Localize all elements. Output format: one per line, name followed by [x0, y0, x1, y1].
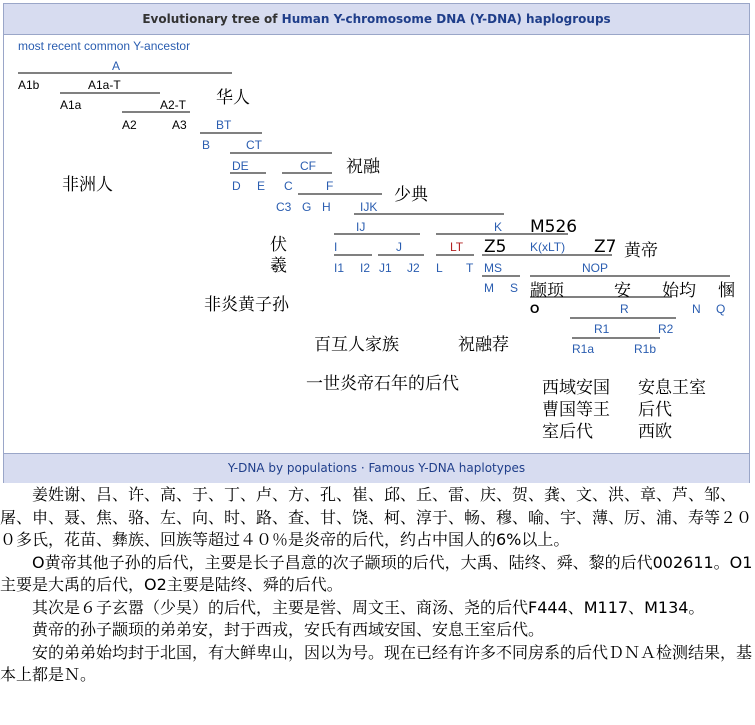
- body-text: [0, 484, 755, 687]
- node-I1: I1: [334, 261, 345, 275]
- annotation-yishi: 一世炎帝石年的后代: [306, 374, 459, 394]
- paragraph-3: 其次是６子玄嚣（少昊）的后代，主要是喾、周文王、商汤、尧的后代F444、M117、M134。: [0, 597, 705, 617]
- node-I2: I2: [360, 261, 371, 275]
- annotation-feiyanhuang: 非炎黄子孙: [204, 295, 289, 315]
- node-DE: DE: [232, 159, 249, 173]
- node-MS: MS: [484, 261, 502, 275]
- node-Z7: Z7: [594, 237, 617, 257]
- node-L: L: [436, 261, 443, 275]
- annotation-xiyu-1: 西域安国: [542, 378, 610, 398]
- annotation-anxi-3: 西欧: [638, 422, 672, 442]
- node-CF: CF: [300, 159, 316, 173]
- annotation-shaodian: 少典: [394, 185, 428, 205]
- node-K: K: [494, 220, 503, 234]
- node-LT: LT: [450, 240, 464, 254]
- node-R2: R2: [658, 322, 674, 336]
- node-R1b: R1b: [634, 342, 657, 356]
- node-A3: A3: [172, 118, 187, 132]
- node-Z5: Z5: [484, 237, 507, 257]
- node-NOP: NOP: [582, 261, 609, 275]
- node-C: C: [284, 179, 293, 193]
- node-A: A: [112, 59, 121, 73]
- node-M526: M526: [530, 217, 578, 237]
- node-H: H: [322, 200, 331, 214]
- annotation-wu: 㥵: [718, 281, 735, 301]
- node-A2: A2: [122, 118, 137, 132]
- annotation-anxi-1: 安息王室: [638, 378, 706, 398]
- annotation-huaren: 华人: [216, 88, 250, 108]
- node-F: F: [326, 179, 334, 193]
- node-B: B: [202, 138, 211, 152]
- annotation-fuxi-1: 伏: [270, 235, 287, 255]
- node-G: G: [302, 200, 312, 214]
- annotation-fuxi-2: 羲: [270, 256, 287, 276]
- paragraph-5: 安的弟弟始均封于北国，有大鲜卑山，因以为号。现在已经有许多不同房系的后代ＤＮＡ检测结果，基本上都是Ｎ。: [0, 642, 753, 684]
- annotation-zhuanxu: 颛顼: [530, 281, 564, 301]
- title-highlight: Human Y-chromosome DNA (Y-DNA) haplogroups: [281, 12, 611, 26]
- node-IJ: IJ: [356, 220, 366, 234]
- node-IJK: IJK: [360, 200, 378, 214]
- annotation-shijun: 始均: [662, 281, 696, 301]
- node-R1a: R1a: [572, 342, 595, 356]
- node-D: D: [232, 179, 241, 193]
- annotation-xiyu-3: 室后代: [542, 422, 593, 442]
- annotation-baiwu: 百互人家族: [314, 335, 399, 355]
- node-S: S: [510, 281, 519, 295]
- node-K-xLT: K(xLT): [530, 240, 566, 254]
- node-A1a-T: A1a-T: [88, 78, 121, 92]
- node-Q: Q: [716, 302, 726, 316]
- annotation-zhurongjian: 祝融荐: [458, 335, 509, 355]
- annotation-anxi-2: 后代: [638, 400, 672, 420]
- annotation-zhurong: 祝融: [346, 157, 380, 177]
- root-label: most recent common Y-ancestor: [18, 39, 191, 53]
- paragraph-2: O黄帝其他子孙的后代，主要是长子昌意的次子颛顼的后代，大禹、陆终、舜、黎的后代002611。O1主要是大禹的后代，O2主要是陆终、舜的后代。: [0, 552, 753, 594]
- paragraph-4: 黄帝的孙子颛顼的弟弟安，封于西戎，安氏有西域安国、安息王室后代。: [0, 620, 545, 639]
- node-J2: J2: [407, 261, 420, 275]
- node-I: I: [334, 240, 338, 254]
- node-BT: BT: [216, 118, 232, 132]
- node-A1a: A1a: [60, 98, 82, 112]
- annotation-an: 安: [614, 281, 631, 301]
- node-E: E: [257, 179, 266, 193]
- node-J1: J1: [379, 261, 392, 275]
- node-A1b: A1b: [18, 78, 40, 92]
- node-A2-T: A2-T: [160, 98, 187, 112]
- title-prefix: Evolutionary tree of: [142, 12, 282, 26]
- node-T: T: [466, 261, 474, 275]
- annotation-huangdi: 黄帝: [624, 241, 658, 261]
- annotation-xiyu-2: 曹国等王: [542, 400, 610, 420]
- paragraph-1: 姜姓谢、吕、许、高、于、丁、卢、方、孔、崔、邱、丘、雷、庆、贺、龚、文、洪、章、芦、邹、屠、申、聂、焦、骆、左、向、时、路、查、甘、饶、柯、淳于、畅、穆、喻、宇、薄、厉、浦、寿等２００多氏，花苗、彝族、回族等超过４０％是炎帝的后代，约占中国人的6%以上。: [0, 485, 753, 549]
- node-O: O: [530, 302, 540, 316]
- node-M: M: [484, 281, 494, 295]
- node-R1: R1: [594, 322, 610, 336]
- footer-bar-label[interactable]: Y-DNA by populations · Famous Y-DNA haplotypes: [227, 461, 526, 475]
- node-C3: C3: [276, 200, 292, 214]
- node-CT: CT: [246, 138, 262, 152]
- annotation-feizhouren: 非洲人: [62, 175, 113, 195]
- node-R: R: [620, 302, 629, 316]
- node-J: J: [396, 240, 402, 254]
- node-N: N: [692, 302, 701, 316]
